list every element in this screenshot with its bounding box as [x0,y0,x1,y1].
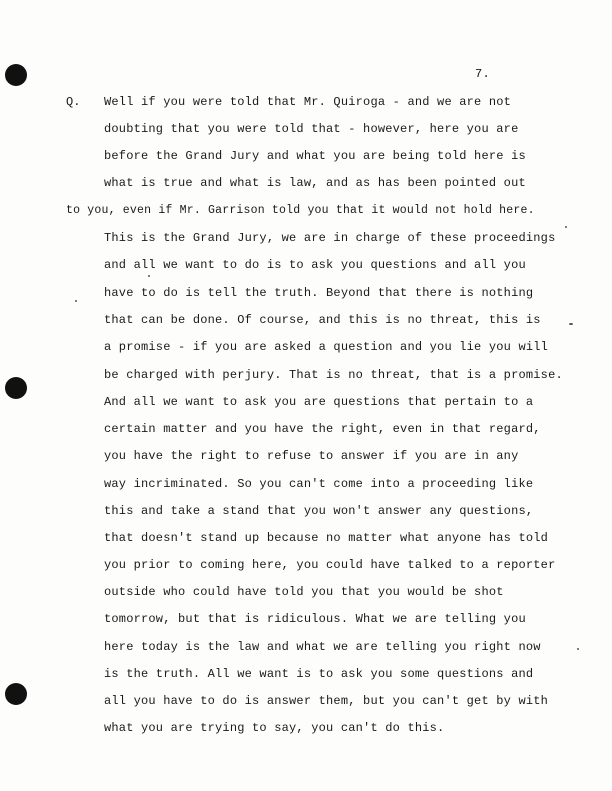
text-line: a promise - if you are asked a question and you lie you will [104,340,549,354]
text-line: you have the right to refuse to answer if you are in any [104,449,519,463]
text-line: what you are trying to say, you can't do this. [104,721,445,735]
scan-speck [577,648,579,650]
text-line: that doesn't stand up because no matter what anyone has told [104,531,549,545]
question-label: Q. [66,95,81,109]
text-line: what is true and what is law, and as has been pointed out [104,176,526,190]
text-line: tomorrow, but that is ridiculous. What we are telling you [104,612,526,626]
text-line: before the Grand Jury and what you are being told here is [104,149,526,163]
scan-speck [148,275,150,277]
scan-speck [75,300,77,302]
scan-speck [569,323,573,325]
scan-speck [565,226,567,228]
punch-hole-top [5,64,27,86]
text-line: this and take a stand that you won't answer any questions, [104,504,534,518]
text-line: here today is the law and what we are telling you right now [104,640,541,654]
text-line: This is the Grand Jury, we are in charge of these proceedings [104,231,556,245]
text-line: that can be done. Of course, and this is no threat, this is [104,313,541,327]
text-line: have to do is tell the truth. Beyond that there is nothing [104,286,534,300]
text-line: to you, even if Mr. Garrison told you that it would not hold here. [66,204,535,217]
text-line: be charged with perjury. That is no threat, that is a promise. [104,368,563,382]
text-line: certain matter and you have the right, even in that regard, [104,422,541,436]
text-line: and all we want to do is to ask you questions and all you [104,258,526,272]
text-line: you prior to coming here, you could have talked to a reporter [104,558,556,572]
text-line: outside who could have told you that you would be shot [104,585,504,599]
text-line: is the truth. All we want is to ask you some questions and [104,667,534,681]
text-line: all you have to do is answer them, but you can't get by with [104,694,549,708]
punch-hole-middle [5,377,27,399]
text-line: doubting that you were told that - however, here you are [104,122,519,136]
text-line: Well if you were told that Mr. Quiroga - and we are not [104,95,512,109]
text-line: And all we want to ask you are questions that pertain to a [104,395,534,409]
page-number: 7. [475,67,491,81]
punch-hole-bottom [5,683,27,705]
text-line: way incriminated. So you can't come into a proceeding like [104,477,534,491]
